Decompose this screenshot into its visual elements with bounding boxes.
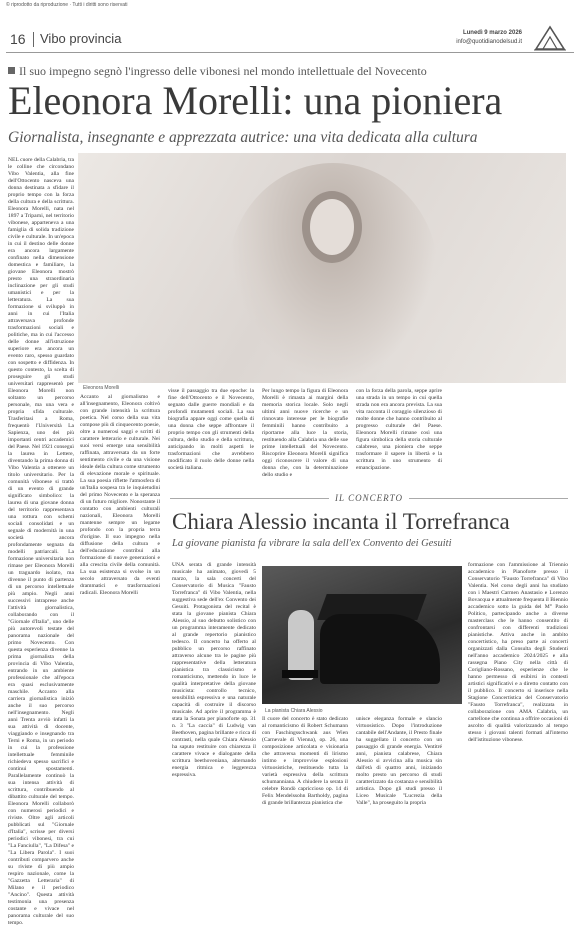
- piano-bench: [282, 670, 318, 678]
- concert-column-1: UNA serata di grande intensità musicale ha animato, giovedì 5 marzo, la sala concerti del Conservatorio di Musica "Fausto Torrefranca" di Vibo Valentia, nella suggestiva sede dell'ex Convento dei Gesuiti. Protagonista del recital è stata la giovane pianista Chiara Alessio, al suo debutto solistico con un programma interamente dedicato al grande repertorio pianistico tedesco. Il concerto ha offerto al pubblico un percorso raffinato attraverso alcune tra le pagine più rappresentative della letteratura pianistica tra classicismo e romanticismo, mettendo in luce le qualità interpretative della giovane musicista: controllo tecnico, sensibilità espressiva e una naturale capacità di costruire il discorso musicale. Ad aprire il programma è stata la Sonata per pianoforte op. 31 n. 3 "La caccia" di Ludwig van Beethoven, pagina brillante e ricca di contrasti, nella quale Chiara Alessio ha saputo restituire con chiarezza il carattere vivace e dialogante della scrittura beethoveniana, alternando energia ritmica e leggerezza espressiva.: [172, 562, 256, 778]
- concert-deck: La giovane pianista fa vibrare la sala dell'ex Convento dei Gesuiti: [172, 538, 452, 549]
- portrait-face: [310, 199, 354, 255]
- article-column-3: visse il passaggio tra due epoche: la fine dell'Ottocento e il Novecento, segnato dalle guerre mondiali e da profondi mutamenti sociali. La sua biografia appare oggi come quella di una donna che seppe affrontare il proprio tempo con gli strumenti della cultura, dello studio e della scrittura, anticipando in molti aspetti le trasformazioni che avrebbero modificato il ruolo delle donne nella società italiana.: [168, 388, 254, 471]
- article-column-5: con la forza della parola, seppe aprire una strada in un tempo in cui quella strada non era ancora prevista. La sua vita racconta il coraggio silenzioso di molte donne che hanno contribuito al progresso culturale del Paese. Eleonora Morelli rimane così una figura simbolica della storia culturale calabrese, una pioniera che seppe trasformare il sapere in libertà e la scrittura in uno strumento di emancipazione.: [356, 388, 442, 471]
- concert-photo-caption: La pianista Chiara Alessio: [265, 708, 323, 714]
- date-line: Lunedì 9 marzo 2026: [462, 30, 522, 36]
- page-header: [6, 28, 574, 53]
- portrait-figure: [228, 163, 438, 383]
- section-title: Vibo provincia: [40, 31, 122, 46]
- article-kicker: Il suo impegno segnò l'ingresso delle vibonesi nel mondo intellettuale del Novecento: [8, 64, 574, 79]
- portrait-photo: [78, 153, 566, 383]
- date-block: [456, 29, 522, 47]
- article-column-2: Accanto al giornalismo e all'insegnamento, Eleonora coltivò con grande intensità la scrittura poetica. Nel corso della sua vita compose più di cinquecento poesie, oltre a numerosi saggi e scritti di carattere letterario e culturale. Nei suoi versi emerge una sensibilità raffinata, attraversata da un forte sentimento civile e da una visione ideale della cultura come strumento di elevazione morale e spirituale. La sua poesia riflette l'atmosfera di un'Italia sospesa tra le inquietudini del primo Novecento e la speranza di un futuro migliore. Nonostante il contatto con ambienti culturali nazionali, Eleonora Morelli mantenne sempre un legame profondo con la propria terra d'origine. Il suo impegno nella diffusione della cultura e dell'educazione contribuì alla formazione di nuove generazioni e alla crescita civile della comunità. La sua esistenza si svolse in un secolo attraversato da eventi drammatici e trasformazioni radicali. Eleonora Morelli: [80, 394, 160, 596]
- copyright-notice: © riprodotto da riproduzione · Tutti i diritti sono riservati: [6, 2, 128, 8]
- concert-column-4: formazione con l'ammissione al Triennio accademico in Pianoforte presso il Conservatorio "Fausto Torrefranca" di Vibo Valentia. Nel corso degli anni ha studiato con i Maestri Carmen Anastasio e Lorenzo Bovacqua e attualmente frequenta il Biennio accademico sotto la guida del M° Paolo Politico, partecipando anche a diverse masterclass che le hanno consentito di confrontarsi con differenti tradizioni pianistiche. Attiva anche in ambito concertistico, ha preso parte ai concerti organizzati dalla Consulta degli Studenti nell'anno accademico 2024/2025 e alla rassegna Piano City nella città di Corigliano-Rossano, esperienze che le hanno permesso di esibirsi in contesti artistici significativi e a diretto contatto con il pubblico. Il concerto si inserisce nella Stagione Concertistica del Conservatorio "Fausto Torrefranca", realizzata in collaborazione con AMA Calabria, un cartellone che continua a offrire occasioni di ascolto di qualità valorizzando al tempo stesso i giovani talenti formati all'interno dell'istituzione vibonese.: [468, 562, 568, 743]
- concert-headline: Chiara Alessio incanta il Torrefranca: [172, 509, 510, 534]
- article-deck: Giornalista, insegnante e apprezzata autrice: una vita dedicata alla cultura: [8, 129, 478, 146]
- kicker-square-icon: [8, 67, 15, 74]
- piano: [320, 614, 440, 684]
- concert-column-3: unisce eleganza formale e slancio virtuosistico. Dopo l'introduzione cantabile dell'Andante, il Presto finale ha suggellato il concerto con un passaggio di grande energia. Ventitré anni, pianista calabrese, Chiara Alessio si avvicina alla musica sin dall'età di quattro anni, iniziando molto presto un percorso di studi caratterizzato da costanza e sensibilità artistica. Dopo gli studi presso il Liceo Musicale "Lucrezia della Valle", ha proseguito la propria: [356, 716, 442, 806]
- article-column-1: NEL cuore della Calabria, tra le colline che circondano Vibo Valentia, alla fine dell'Ottocento nasceva una donna destinata a sfidare il proprio tempo con la forza della cultura e della scrittura. Eleonora Morelli, nata nel 1897 a Triparni, nel territorio vibonese, apparteneva a una famiglia di solida tradizione civile e culturale. In un'epoca in cui il destino delle donne era ancora largamente confinato nella dimensione domestica e familiare, la giovane Eleonora mostrò presto una straordinaria inclinazione per gli studi umanistici e per la letteratura. La sua formazione si sviluppò in anni in cui l'Italia attraversava profonde trasformazioni sociali e politiche, ma in cui l'accesso delle donne all'istruzione superiore era ancora un evento raro, spesso guardato con sospetto e diffidenza. In questo contesto, la scelta di proseguire gli studi universitari rappresentò per Eleonora Morelli non soltanto un percorso personale, ma una vera e propria sfida culturale. Trasferitasi a Roma, frequentò l'Università La Sapienza, uno dei più importanti centri accademici del Paese. Nel 1921 conseguì la laurea in Lettere, diventando la prima donna di Vibo Valentia a ottenere un titolo universitario. Per la comunità vibonese si trattò di un evento di grande significato simbolico: la laurea di una giovane donna del territorio rappresentava una rottura con schemi sociali consolidati e un segnale di modernità in una società ancora profondamente segnata da modelli patriarcali. La formazione universitaria non rimase per Eleonora Morelli un traguardo isolato, ma divenne il punto di partenza di un percorso intellettuale più ampio. Negli anni successivi intraprese anche l'attività giornalistica, collaborando con il "Giornale d'Italia", uno delle più autorevoli testate del panorama nazionale del primo Novecento. Con questa esperienza divenne la prima giornalista della provincia di Vibo Valentia, entrando in un ambiente professionale che all'epoca era quasi esclusivamente maschile. Accanto alla carriera giornalistica iniziò anche il suo percorso nell'insegnamento. Negli anni Trenta avviò infatti la sua attività di docente, viaggiando e insegnando tra Terni e Roma, in un periodo in cui la professione intellettuale femminile richiedeva spesso sacrifici e continui spostamenti. Parallelamente continuò la sua intensa attività di scrittura, contribuendo al dibattito culturale del tempo. Eleonora Morelli collaborò con numerosi periodici e riviste. Oltre agli articoli pubblicati sul "Giornale d'Italia", scrisse per diversi periodici vibonesi, tra cui "La Fanciulla", "La Difesa" e "La Libera Parola". I suoi contributi comparvero anche su riviste di più ampio respiro nazionale, come la "Gazzetta Letteraria" di Milano e il periodico "Ancino". Questa attività testimonia una presenza costante e vivace nel panorama culturale del suo tempo.: [8, 157, 74, 926]
- newspaper-logo-icon: [532, 25, 568, 52]
- header-divider: [33, 32, 34, 47]
- concert-column-2: Il cuore del concerto è stato dedicato al romanticismo di Robert Schumann con Faschingsschwank aus Wien (Carnevale di Vienna), op. 26, una composizione articolata e visionaria che attraversa momenti di lirismo intimo e improvvise esplosioni virtuosistiche, restituendo tutta la varietà espressiva della scrittura schumanniana. A chiudere la serata il celebre Rondò capriccioso op. 14 di Felix Mendelssohn Bartholdy, pagina di grande brillantezza pianistica che: [262, 716, 348, 806]
- concert-photo: [262, 566, 462, 704]
- article-headline: Eleonora Morelli: una pioniera: [8, 78, 503, 123]
- photo-caption: Eleonora Morelli: [83, 385, 120, 391]
- concert-kicker: IL CONCERTO: [170, 493, 568, 503]
- page-number: 16: [10, 31, 26, 47]
- contact-email: info@quotidianodelsud.it: [456, 39, 522, 45]
- article-column-4: Per lungo tempo la figura di Eleonora Morelli è rimasta ai margini della memoria storica locale. Solo negli ultimi anni nuove ricerche e un rinnovato interesse per le biografie femminili hanno contribuito a riportarne alla luce la storia, restituendo alla Calabria una delle sue prime intellettuali del Novecento. Riscoprire Eleonora Morelli significa oggi riconoscere il valore di una donna che, con la determinazione dello studio e: [262, 388, 348, 478]
